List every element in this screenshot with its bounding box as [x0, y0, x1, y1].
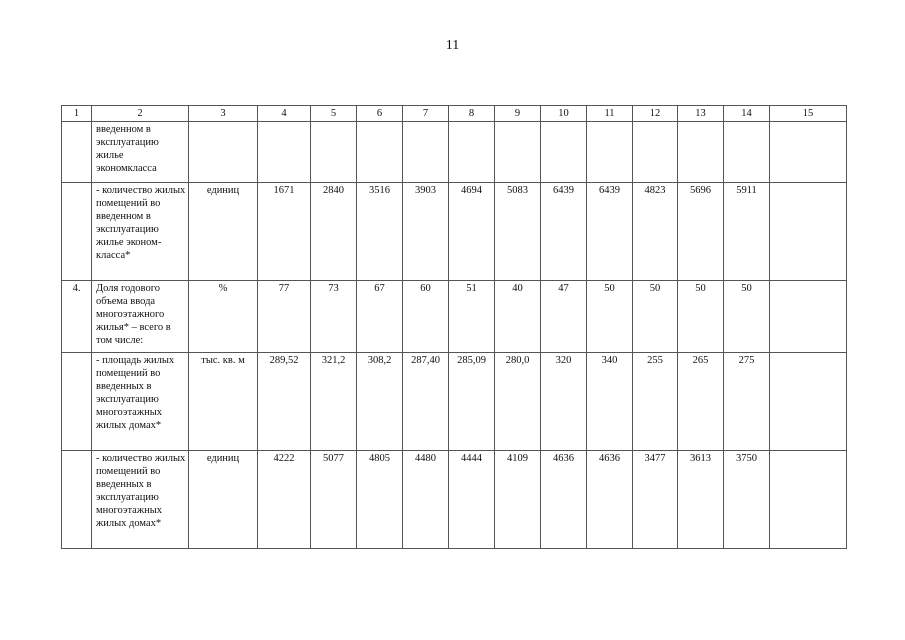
value-cell: 6439	[587, 183, 633, 281]
header-cell: 14	[724, 106, 770, 122]
value-cell: 4694	[449, 183, 495, 281]
value-cell: 287,40	[403, 353, 449, 451]
value-cell	[258, 122, 311, 183]
value-cell	[311, 122, 357, 183]
table-row	[62, 451, 847, 549]
value-cell: 77	[258, 281, 311, 353]
row-description: - количество жилых помещений во введенных в эксплуатацию многоэтажных жилых домах*	[92, 451, 189, 549]
row-unit: %	[189, 281, 258, 353]
value-cell: 40	[495, 281, 541, 353]
value-cell: 4444	[449, 451, 495, 549]
value-cell: 280,0	[495, 353, 541, 451]
row-unit	[189, 122, 258, 183]
value-cell: 51	[449, 281, 495, 353]
row-number	[62, 183, 92, 281]
value-cell: 265	[678, 353, 724, 451]
row-number: 4.	[62, 281, 92, 353]
value-cell: 47	[541, 281, 587, 353]
header-cell: 7	[403, 106, 449, 122]
row-number	[62, 122, 92, 183]
header-cell: 1	[62, 106, 92, 122]
value-cell: 340	[587, 353, 633, 451]
table-row	[62, 281, 847, 353]
value-cell: 5911	[724, 183, 770, 281]
value-cell: 1671	[258, 183, 311, 281]
header-cell: 3	[189, 106, 258, 122]
value-cell	[633, 122, 678, 183]
row-description: Доля годового объема ввода многоэтажного жилья* – всего в том числе:	[92, 281, 189, 353]
value-cell: 4480	[403, 451, 449, 549]
row-unit: тыс. кв. м	[189, 353, 258, 451]
header-cell: 15	[770, 106, 847, 122]
note-cell	[770, 281, 847, 353]
header-cell: 4	[258, 106, 311, 122]
header-cell: 8	[449, 106, 495, 122]
value-cell: 67	[357, 281, 403, 353]
value-cell: 275	[724, 353, 770, 451]
value-cell: 308,2	[357, 353, 403, 451]
value-cell: 73	[311, 281, 357, 353]
value-cell: 50	[587, 281, 633, 353]
note-cell	[770, 122, 847, 183]
value-cell: 5696	[678, 183, 724, 281]
header-cell: 2	[92, 106, 189, 122]
header-cell: 11	[587, 106, 633, 122]
value-cell	[541, 122, 587, 183]
value-cell: 4805	[357, 451, 403, 549]
row-unit: единиц	[189, 183, 258, 281]
table-row	[62, 353, 847, 451]
value-cell: 5083	[495, 183, 541, 281]
value-cell: 3516	[357, 183, 403, 281]
table-row	[62, 122, 847, 183]
value-cell: 3613	[678, 451, 724, 549]
value-cell: 4636	[587, 451, 633, 549]
header-cell: 12	[633, 106, 678, 122]
page-number: 11	[445, 38, 460, 53]
value-cell	[724, 122, 770, 183]
header-cell: 13	[678, 106, 724, 122]
value-cell: 4109	[495, 451, 541, 549]
note-cell	[770, 451, 847, 549]
value-cell: 285,09	[449, 353, 495, 451]
header-cell: 5	[311, 106, 357, 122]
row-description: - количество жилых помещений во введенном в эксплуатацию жилье эконом-класса*	[92, 183, 189, 281]
value-cell	[587, 122, 633, 183]
header-cell: 6	[357, 106, 403, 122]
value-cell	[357, 122, 403, 183]
header-cell: 9	[495, 106, 541, 122]
row-number	[62, 451, 92, 549]
note-cell	[770, 183, 847, 281]
value-cell: 60	[403, 281, 449, 353]
value-cell: 50	[633, 281, 678, 353]
row-unit: единиц	[189, 451, 258, 549]
value-cell: 50	[678, 281, 724, 353]
value-cell	[449, 122, 495, 183]
row-description: - площадь жилых помещений во введенных в эксплуатацию многоэтажных жилых домах*	[92, 353, 189, 451]
value-cell: 4636	[541, 451, 587, 549]
note-cell	[770, 353, 847, 451]
table-row	[62, 183, 847, 281]
value-cell: 6439	[541, 183, 587, 281]
value-cell: 3477	[633, 451, 678, 549]
row-description: введенном в эксплуатацию жилье экономкласса	[92, 122, 189, 183]
value-cell: 4823	[633, 183, 678, 281]
value-cell: 289,52	[258, 353, 311, 451]
value-cell: 2840	[311, 183, 357, 281]
value-cell: 320	[541, 353, 587, 451]
value-cell: 4222	[258, 451, 311, 549]
row-number	[62, 353, 92, 451]
value-cell: 321,2	[311, 353, 357, 451]
value-cell	[495, 122, 541, 183]
header-cell: 10	[541, 106, 587, 122]
value-cell: 5077	[311, 451, 357, 549]
value-cell	[678, 122, 724, 183]
value-cell: 50	[724, 281, 770, 353]
value-cell	[403, 122, 449, 183]
value-cell: 3750	[724, 451, 770, 549]
value-cell: 255	[633, 353, 678, 451]
table-header-row	[62, 106, 847, 122]
value-cell: 3903	[403, 183, 449, 281]
indicator-table	[61, 105, 847, 549]
